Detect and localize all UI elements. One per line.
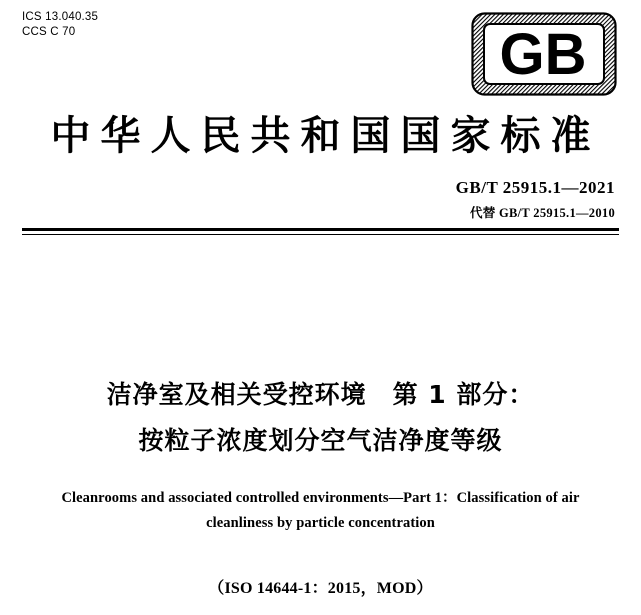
classification-codes: [22, 10, 98, 40]
ics-code: ICS 13.040.35: [22, 11, 99, 23]
document-title-line-2: 按粒子浓度划分空气洁净度等级: [138, 426, 503, 455]
svg-text:GB: GB: [499, 22, 587, 87]
document-title: [0, 372, 641, 464]
page-title: 中华人民共和国国家标准: [50, 112, 601, 159]
english-title-line-2: cleanliness by particle concentration: [206, 515, 435, 531]
document-title-line-1: 洁净室及相关受控环境 第 1 部分：: [106, 380, 535, 409]
english-title-line-1: Cleanrooms and associated controlled environments—Part 1：Classification of air: [61, 490, 580, 506]
replaced-standard: 代替 GB/T 25915.1—2010: [469, 206, 615, 220]
divider-thin: [22, 234, 619, 235]
english-title: [26, 486, 615, 536]
ccs-code: CCS C 70: [22, 26, 76, 38]
iso-reference: （ISO 14644-1：2015，MOD）: [208, 580, 433, 597]
gb-emblem-icon: [471, 12, 617, 96]
standard-number: GB/T 25915.1—2021: [455, 178, 615, 197]
divider-thick: [22, 228, 619, 231]
